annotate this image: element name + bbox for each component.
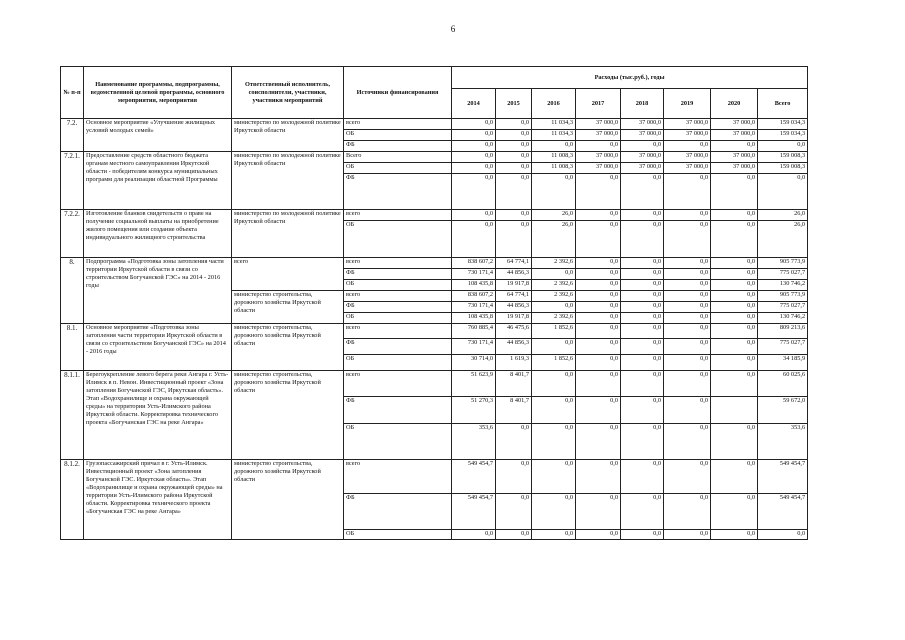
row-total: 809 213,6: [758, 324, 808, 339]
header-total: Всего: [758, 89, 808, 119]
row-value: 0,0: [711, 280, 758, 291]
row-value: 0,0: [576, 141, 621, 152]
row-value: 0,0: [621, 313, 664, 324]
row-code: 8.1.1.: [61, 371, 84, 460]
row-value: 64 774,1: [496, 291, 532, 302]
row-source: всего: [344, 291, 452, 302]
row-total: 0,0: [758, 530, 808, 540]
row-executor: министерство по молодежной политике Иркутской области: [232, 152, 344, 210]
row-total: 60 025,6: [758, 371, 808, 397]
row-value: 37 000,0: [621, 152, 664, 163]
row-value: 0,0: [711, 302, 758, 313]
row-value: 0,0: [576, 397, 621, 424]
row-value: 0,0: [664, 269, 711, 280]
row-value: 0,0: [621, 324, 664, 339]
row-value: 0,0: [711, 494, 758, 530]
row-value: 0,0: [496, 141, 532, 152]
row-value: 0,0: [621, 291, 664, 302]
row-value: 838 607,2: [452, 291, 496, 302]
row-total: 159 034,3: [758, 119, 808, 130]
row-value: 26,0: [532, 221, 576, 258]
row-value: 0,0: [452, 210, 496, 221]
row-source: Всего: [344, 152, 452, 163]
header-source: Источники финансирования: [344, 67, 452, 119]
row-value: 0,0: [711, 210, 758, 221]
row-code: 7.2.: [61, 119, 84, 152]
row-total: 775 027,7: [758, 302, 808, 313]
row-value: 37 000,0: [664, 152, 711, 163]
row-value: 0,0: [664, 291, 711, 302]
row-value: 0,0: [496, 174, 532, 210]
row-value: 0,0: [621, 221, 664, 258]
row-value: 0,0: [664, 460, 711, 494]
row-executor: министерство по молодежной политике Иркутской области: [232, 119, 344, 152]
row-total: 775 027,7: [758, 269, 808, 280]
header-year: 2018: [621, 89, 664, 119]
row-source: всего: [344, 371, 452, 397]
row-value: 37 000,0: [664, 119, 711, 130]
row-value: 44 856,3: [496, 302, 532, 313]
row-value: 0,0: [576, 302, 621, 313]
row-value: 0,0: [664, 258, 711, 269]
row-value: 0,0: [664, 424, 711, 460]
row-code: 8.1.2.: [61, 460, 84, 540]
row-source: ФБ: [344, 302, 452, 313]
row-code: 8.: [61, 258, 84, 324]
row-source: ОБ: [344, 130, 452, 141]
row-value: 0,0: [576, 174, 621, 210]
row-value: 0,0: [711, 324, 758, 339]
row-value: 2 392,6: [532, 313, 576, 324]
row-value: 0,0: [576, 324, 621, 339]
row-value: 37 000,0: [576, 119, 621, 130]
row-source: ФБ: [344, 269, 452, 280]
row-value: 0,0: [452, 130, 496, 141]
row-value: 44 856,3: [496, 269, 532, 280]
row-value: 0,0: [496, 163, 532, 174]
row-total: 905 773,9: [758, 291, 808, 302]
row-value: 0,0: [576, 258, 621, 269]
row-total: 26,0: [758, 210, 808, 221]
row-value: 0,0: [496, 130, 532, 141]
row-value: 0,0: [532, 269, 576, 280]
row-executor: министерство строительства, дорожного хозяйства Иркутской области: [232, 371, 344, 460]
row-value: 0,0: [621, 302, 664, 313]
row-value: 0,0: [496, 530, 532, 540]
header-year: 2017: [576, 89, 621, 119]
row-value: 37 000,0: [621, 130, 664, 141]
row-source: всего: [344, 258, 452, 269]
row-value: 0,0: [576, 313, 621, 324]
row-value: 0,0: [664, 313, 711, 324]
row-value: 1 852,6: [532, 355, 576, 371]
row-total: 549 454,7: [758, 460, 808, 494]
row-value: 353,6: [452, 424, 496, 460]
row-value: 8 401,7: [496, 371, 532, 397]
row-total: 549 454,7: [758, 494, 808, 530]
row-value: 0,0: [621, 397, 664, 424]
row-value: 0,0: [452, 119, 496, 130]
row-total: 159 034,3: [758, 130, 808, 141]
row-source: ОБ: [344, 530, 452, 540]
row-value: 0,0: [711, 530, 758, 540]
row-value: 51 623,9: [452, 371, 496, 397]
row-value: 11 008,3: [532, 152, 576, 163]
row-value: 0,0: [621, 339, 664, 355]
row-value: 0,0: [532, 174, 576, 210]
row-value: 108 435,8: [452, 313, 496, 324]
row-value: 0,0: [621, 174, 664, 210]
row-value: 0,0: [532, 494, 576, 530]
row-value: 0,0: [621, 460, 664, 494]
row-source: ФБ: [344, 339, 452, 355]
row-value: 19 917,8: [496, 280, 532, 291]
row-value: 0,0: [576, 221, 621, 258]
row-value: 0,0: [452, 141, 496, 152]
table-row: [61, 324, 808, 339]
row-total: 159 008,3: [758, 163, 808, 174]
row-value: 0,0: [664, 210, 711, 221]
row-value: 838 607,2: [452, 258, 496, 269]
row-value: 549 454,7: [452, 460, 496, 494]
row-value: 0,0: [711, 371, 758, 397]
row-value: 0,0: [711, 258, 758, 269]
row-name: Изготовление бланков свидетельств о праве на получение социальной выплаты на приобретение жилого помещения или создание объекта индивидуального жилищного строительства: [84, 210, 232, 258]
row-value: 0,0: [532, 141, 576, 152]
row-value: 0,0: [664, 141, 711, 152]
row-value: 2 392,6: [532, 291, 576, 302]
header-year: 2020: [711, 89, 758, 119]
row-value: 0,0: [452, 174, 496, 210]
row-value: 0,0: [452, 530, 496, 540]
row-value: 11 034,3: [532, 130, 576, 141]
row-total: 159 008,3: [758, 152, 808, 163]
row-value: 37 000,0: [576, 130, 621, 141]
header-year: 2014: [452, 89, 496, 119]
row-source: ФБ: [344, 494, 452, 530]
row-value: 44 856,3: [496, 339, 532, 355]
header-num: № п-п: [61, 67, 84, 119]
row-value: 0,0: [711, 291, 758, 302]
row-value: 0,0: [576, 530, 621, 540]
row-source: всего: [344, 460, 452, 494]
row-value: 0,0: [711, 269, 758, 280]
row-value: 0,0: [496, 210, 532, 221]
row-value: 37 000,0: [621, 119, 664, 130]
row-value: [711, 397, 758, 424]
table-row: [61, 258, 808, 269]
row-value: 37 000,0: [664, 163, 711, 174]
page-number: 6: [450, 24, 456, 34]
row-value: 37 000,0: [664, 130, 711, 141]
row-total: 353,6: [758, 424, 808, 460]
expenses-table: [60, 66, 808, 540]
row-code: 7.2.1.: [61, 152, 84, 210]
row-value: 0,0: [621, 269, 664, 280]
row-value: 0,0: [621, 210, 664, 221]
row-value: 37 000,0: [711, 163, 758, 174]
row-source: ОБ: [344, 163, 452, 174]
header-executor: Ответственный исполнитель, соисполнители, участники, участники мероприятий: [232, 67, 344, 119]
row-value: 0,0: [452, 163, 496, 174]
row-value: 0,0: [664, 494, 711, 530]
row-value: 0,0: [576, 291, 621, 302]
row-value: 0,0: [576, 339, 621, 355]
row-source: ОБ: [344, 280, 452, 291]
row-value: 0,0: [621, 280, 664, 291]
row-executor: министерство по молодежной политике Иркутской области: [232, 210, 344, 258]
row-value: 0,0: [621, 494, 664, 530]
row-executor: министерство строительства, дорожного хозяйства Иркутской области: [232, 291, 344, 324]
table-row: [61, 119, 808, 130]
row-value: 1 852,6: [532, 324, 576, 339]
row-value: 0,0: [532, 424, 576, 460]
row-name: Предоставление средств областного бюджета органам местного самоуправления Иркутской области - победителям конкурса муниципальных программ для реализации областной Программы: [84, 152, 232, 210]
row-source: ФБ: [344, 397, 452, 424]
row-source: ОБ: [344, 313, 452, 324]
row-total: 0,0: [758, 141, 808, 152]
table-row: [61, 152, 808, 163]
row-value: 2 392,6: [532, 280, 576, 291]
row-value: 0,0: [452, 152, 496, 163]
row-source: ОБ: [344, 424, 452, 460]
row-value: 0,0: [621, 355, 664, 371]
row-value: 730 171,4: [452, 302, 496, 313]
row-value: 51 270,3: [452, 397, 496, 424]
row-source: всего: [344, 324, 452, 339]
row-value: 0,0: [532, 397, 576, 424]
row-value: 37 000,0: [711, 119, 758, 130]
row-value: 0,0: [496, 424, 532, 460]
header-year: 2019: [664, 89, 711, 119]
row-total: 130 746,2: [758, 313, 808, 324]
row-value: 0,0: [664, 221, 711, 258]
row-value: 37 000,0: [621, 163, 664, 174]
row-value: 30 714,0: [452, 355, 496, 371]
row-value: 730 171,4: [452, 339, 496, 355]
table-row: [61, 210, 808, 221]
row-value: 0,0: [664, 397, 711, 424]
row-name: Основное мероприятие «Подготовка зоны затопления части территории Иркутской области в связи со строительством Богучанской ГЭС» на 2014 - 2016 годы: [84, 324, 232, 371]
row-value: 0,0: [711, 339, 758, 355]
row-value: 0,0: [496, 152, 532, 163]
row-value: 0,0: [711, 424, 758, 460]
row-value: 0,0: [532, 339, 576, 355]
row-total: 130 746,2: [758, 280, 808, 291]
row-name: Берегоукрепление левого берега реки Ангара г. Усть-Илимск в п. Невон. Инвестиционный проект «Зона затопления Богучанской ГЭС, Иркутская область». Этап «Водохранилище и охрана окружающей среды» на территории Усть-Илимского района Иркутской области. Корректировка технического проекта «Богучанская ГЭС на реке Ангара»: [84, 371, 232, 460]
row-value: 11 034,3: [532, 119, 576, 130]
row-value: 0,0: [576, 371, 621, 397]
row-source: ФБ: [344, 174, 452, 210]
row-value: 0,0: [576, 355, 621, 371]
row-value: 0,0: [576, 210, 621, 221]
row-value: 0,0: [621, 530, 664, 540]
row-code: 8.1.: [61, 324, 84, 371]
row-code: 7.2.2.: [61, 210, 84, 258]
row-value: 0,0: [576, 424, 621, 460]
header-name: Наименование программы, подпрограммы, ведомственной целевой программы, основного мероприятия, мероприятия: [84, 67, 232, 119]
row-value: 0,0: [576, 280, 621, 291]
table-row: [61, 460, 808, 494]
row-value: 11 008,3: [532, 163, 576, 174]
row-value: 0,0: [711, 460, 758, 494]
row-value: 37 000,0: [576, 152, 621, 163]
row-value: 0,0: [664, 174, 711, 210]
row-value: 37 000,0: [576, 163, 621, 174]
row-value: 0,0: [532, 460, 576, 494]
row-value: 0,0: [532, 302, 576, 313]
row-total: 775 027,7: [758, 339, 808, 355]
row-source: всего: [344, 210, 452, 221]
row-value: 0,0: [496, 119, 532, 130]
row-value: 0,0: [496, 494, 532, 530]
row-name: Подпрограмма «Подготовка зоны затопления части территории Иркутской области в связи со строительством Богучанской ГЭС» на 2014 - 2016 годы: [84, 258, 232, 324]
row-source: ФБ: [344, 141, 452, 152]
row-source: ОБ: [344, 355, 452, 371]
row-value: 0,0: [711, 174, 758, 210]
row-value: 0,0: [711, 355, 758, 371]
row-value: 0,0: [576, 460, 621, 494]
row-name: Основное мероприятие «Улучшение жилищных условий молодых семей»: [84, 119, 232, 152]
row-value: 0,0: [664, 530, 711, 540]
row-value: 0,0: [621, 141, 664, 152]
row-value: 46 475,6: [496, 324, 532, 339]
row-value: 0,0: [621, 258, 664, 269]
row-value: 0,0: [664, 371, 711, 397]
row-source: всего: [344, 119, 452, 130]
row-total: 0,0: [758, 174, 808, 210]
row-value: 0,0: [576, 494, 621, 530]
row-value: 19 917,8: [496, 313, 532, 324]
row-value: 108 435,8: [452, 280, 496, 291]
row-total: 905 773,9: [758, 258, 808, 269]
row-total: 26,0: [758, 221, 808, 258]
row-value: 0,0: [711, 313, 758, 324]
row-value: 0,0: [532, 530, 576, 540]
row-value: 0,0: [496, 460, 532, 494]
row-value: 37 000,0: [711, 130, 758, 141]
row-value: 0,0: [664, 339, 711, 355]
row-total: 59 672,0: [758, 397, 808, 424]
row-value: 64 774,1: [496, 258, 532, 269]
row-value: 0,0: [452, 221, 496, 258]
row-total: 34 185,9: [758, 355, 808, 371]
row-value: 0,0: [621, 371, 664, 397]
row-value: 0,0: [664, 302, 711, 313]
header-year: 2015: [496, 89, 532, 119]
header-year: 2016: [532, 89, 576, 119]
row-value: 0,0: [621, 424, 664, 460]
row-value: 26,0: [532, 210, 576, 221]
row-value: 0,0: [711, 141, 758, 152]
row-executor: всего: [232, 258, 344, 291]
row-value: 730 171,4: [452, 269, 496, 280]
row-value: 0,0: [664, 324, 711, 339]
row-value: 2 392,6: [532, 258, 576, 269]
row-value: 0,0: [664, 280, 711, 291]
row-value: 37 000,0: [711, 152, 758, 163]
row-value: 0,0: [664, 355, 711, 371]
row-executor: министерство строительства, дорожного хозяйства Иркутской области: [232, 460, 344, 540]
row-value: 549 454,7: [452, 494, 496, 530]
row-value: 0,0: [532, 371, 576, 397]
table-row: [61, 371, 808, 397]
row-value: 1 619,3: [496, 355, 532, 371]
header-expenses: Расходы (тыс.руб.), годы: [452, 67, 808, 89]
row-value: 0,0: [576, 269, 621, 280]
row-source: ОБ: [344, 221, 452, 258]
row-value: 0,0: [711, 221, 758, 258]
row-value: 760 885,4: [452, 324, 496, 339]
row-value: 0,0: [496, 221, 532, 258]
row-name: Грузопассажирский причал в г. Усть-Илимск. Инвестиционный проект «Зона затопления Богучанской ГЭС. Иркутская область». Этап «Водохранилище и охрана окружающей среды» на территории Усть-Илимского района Иркутской области. Корректировка технического проекта «Богучанская ГЭС на реке Ангара»: [84, 460, 232, 540]
row-value: 8 401,7: [496, 397, 532, 424]
row-executor: министерство строительства, дорожного хозяйства Иркутской области: [232, 324, 344, 371]
